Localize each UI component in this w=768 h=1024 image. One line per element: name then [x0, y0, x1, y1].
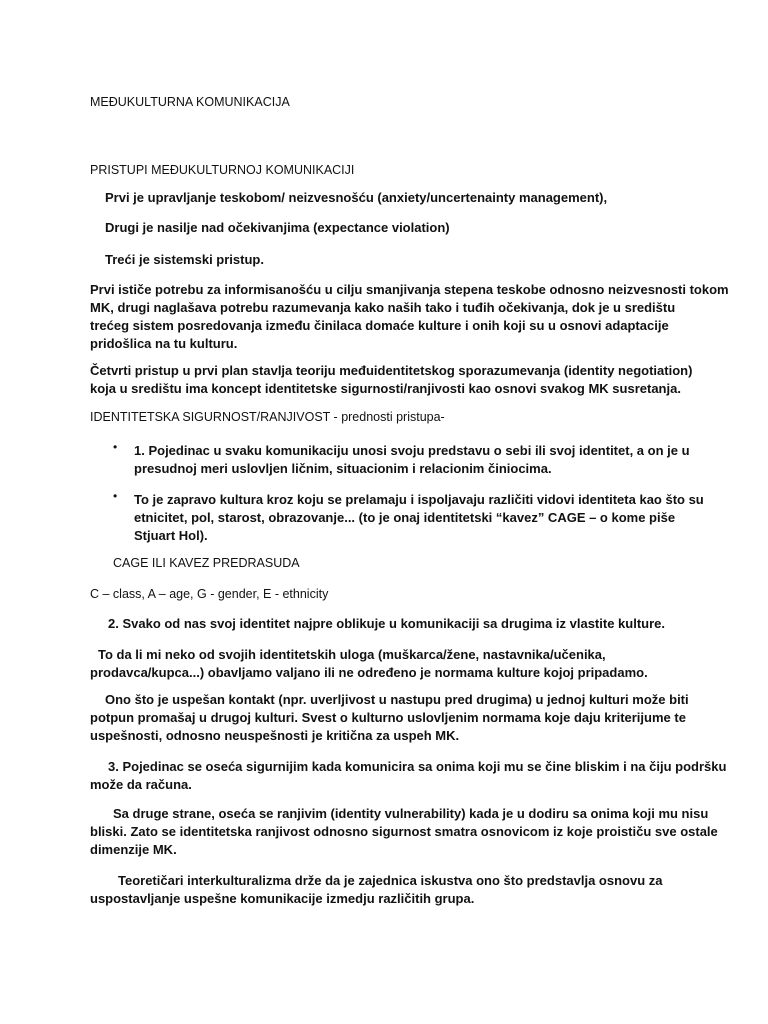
- paragraph-line: potpun promašaj u drugoj kulturi. Svest o kulturno uslovljenim normama koje daju kriterijume te: [90, 710, 686, 725]
- document-title: MEĐUKULTURNA KOMUNIKACIJA: [90, 95, 290, 109]
- paragraph-line: bliski. Zato se identitetska ranjivost odnosno sigurnost smatra osnovicom iz koje proističu sve ostale: [90, 824, 718, 839]
- approach-3: Treći je sistemski pristup.: [105, 252, 264, 267]
- paragraph-line: To da li mi neko od svojih identitetskih uloga (muškarca/žene, nastavnika/učenika,: [98, 647, 606, 662]
- approach-2: Drugi je nasilje nad očekivanjima (expectance violation): [105, 220, 450, 235]
- paragraph-line: trećeg sistem posredovanja između činilaca domaće kulture i onih koji su u osnovi adaptacije: [90, 318, 669, 333]
- paragraph-line: Teoretičari interkulturalizma drže da je zajednica iskustva ono što predstavlja osnovu za: [118, 873, 663, 888]
- paragraph-line: uspešnosti, odnosno neuspešnosti je kritična za uspeh MK.: [90, 728, 460, 743]
- bullet-line: 1. Pojedinac u svaku komunikaciju unosi svoju predstavu o sebi ili svoj identitet, a on je u: [134, 443, 690, 458]
- paragraph-line: Prvi ističe potrebu za informisanošću u cilju smanjivanja stepena teskobe odnosno neizvesnosti tokom: [90, 282, 729, 297]
- paragraph-line: Četvrti pristup u prvi plan stavlja teoriju međuidentitetskog sporazumevanja (identity negotiation): [90, 363, 693, 378]
- bullet-marker: •: [113, 489, 118, 503]
- paragraph-line: dimenzije MK.: [90, 842, 177, 857]
- paragraph-line: Ono što je uspešan kontakt (npr. uverljivost u nastupu pred drugima) u jednoj kulturi može biti: [105, 692, 689, 707]
- bullet-line: presudnoj meri uslovljen ličnim, situacionim i relacionim činiocima.: [134, 461, 552, 476]
- section-heading-identity: IDENTITETSKA SIGURNOST/RANJIVOST - prednosti pristupa-: [90, 410, 445, 424]
- section-heading-approaches: PRISTUPI MEĐUKULTURNOJ KOMUNIKACIJI: [90, 163, 355, 177]
- paragraph-line: MK, drugi naglašava potrebu razumevanja kako naših tako i tuđih očekivanja, dok je u središtu: [90, 300, 676, 315]
- cage-heading: CAGE ILI KAVEZ PREDRASUDA: [113, 556, 300, 570]
- approach-1: Prvi je upravljanje teskobom/ neizvesnošću (anxiety/uncertenainty management),: [105, 190, 608, 205]
- paragraph-line: uspostavljanje uspešne komunikacije izmedju različitih grupa.: [90, 891, 475, 906]
- point-3-line: 3. Pojedinac se oseća sigurnijim kada komunicira sa onima koji mu se čine bliskim i na čiju podršku: [108, 759, 727, 774]
- point-2: 2. Svako od nas svoj identitet najpre oblikuje u komunikaciji sa drugima iz vlastite kulture.: [108, 616, 665, 631]
- bullet-line: etnicitet, pol, starost, obrazovanje... (to je onaj identitetski “kavez” CAGE – o kome piše: [134, 510, 676, 525]
- bullet-line: Stjuart Hol).: [134, 528, 208, 543]
- paragraph-line: prodavca/kupca...) obavljamo valjano ili ne određeno je normama kulture kojoj pripadamo.: [90, 665, 648, 680]
- bullet-marker: •: [113, 440, 118, 454]
- bullet-line: To je zapravo kultura kroz koju se prelamaju i ispoljavaju različiti vidovi identiteta kao što su: [134, 492, 704, 507]
- paragraph-line: pridošlica na tu kulturu.: [90, 336, 238, 351]
- point-3-line: može da računa.: [90, 777, 192, 792]
- paragraph-line: Sa druge strane, oseća se ranjivim (identity vulnerability) kada je u dodiru sa onima koji mu nisu: [113, 806, 709, 821]
- cage-definition: C – class, A – age, G - gender, E - ethnicity: [90, 587, 329, 601]
- paragraph-line: koja u središtu ima koncept identitetske sigurnosti/ranjivosti kao osnovi svakog MK susretanja.: [90, 381, 681, 396]
